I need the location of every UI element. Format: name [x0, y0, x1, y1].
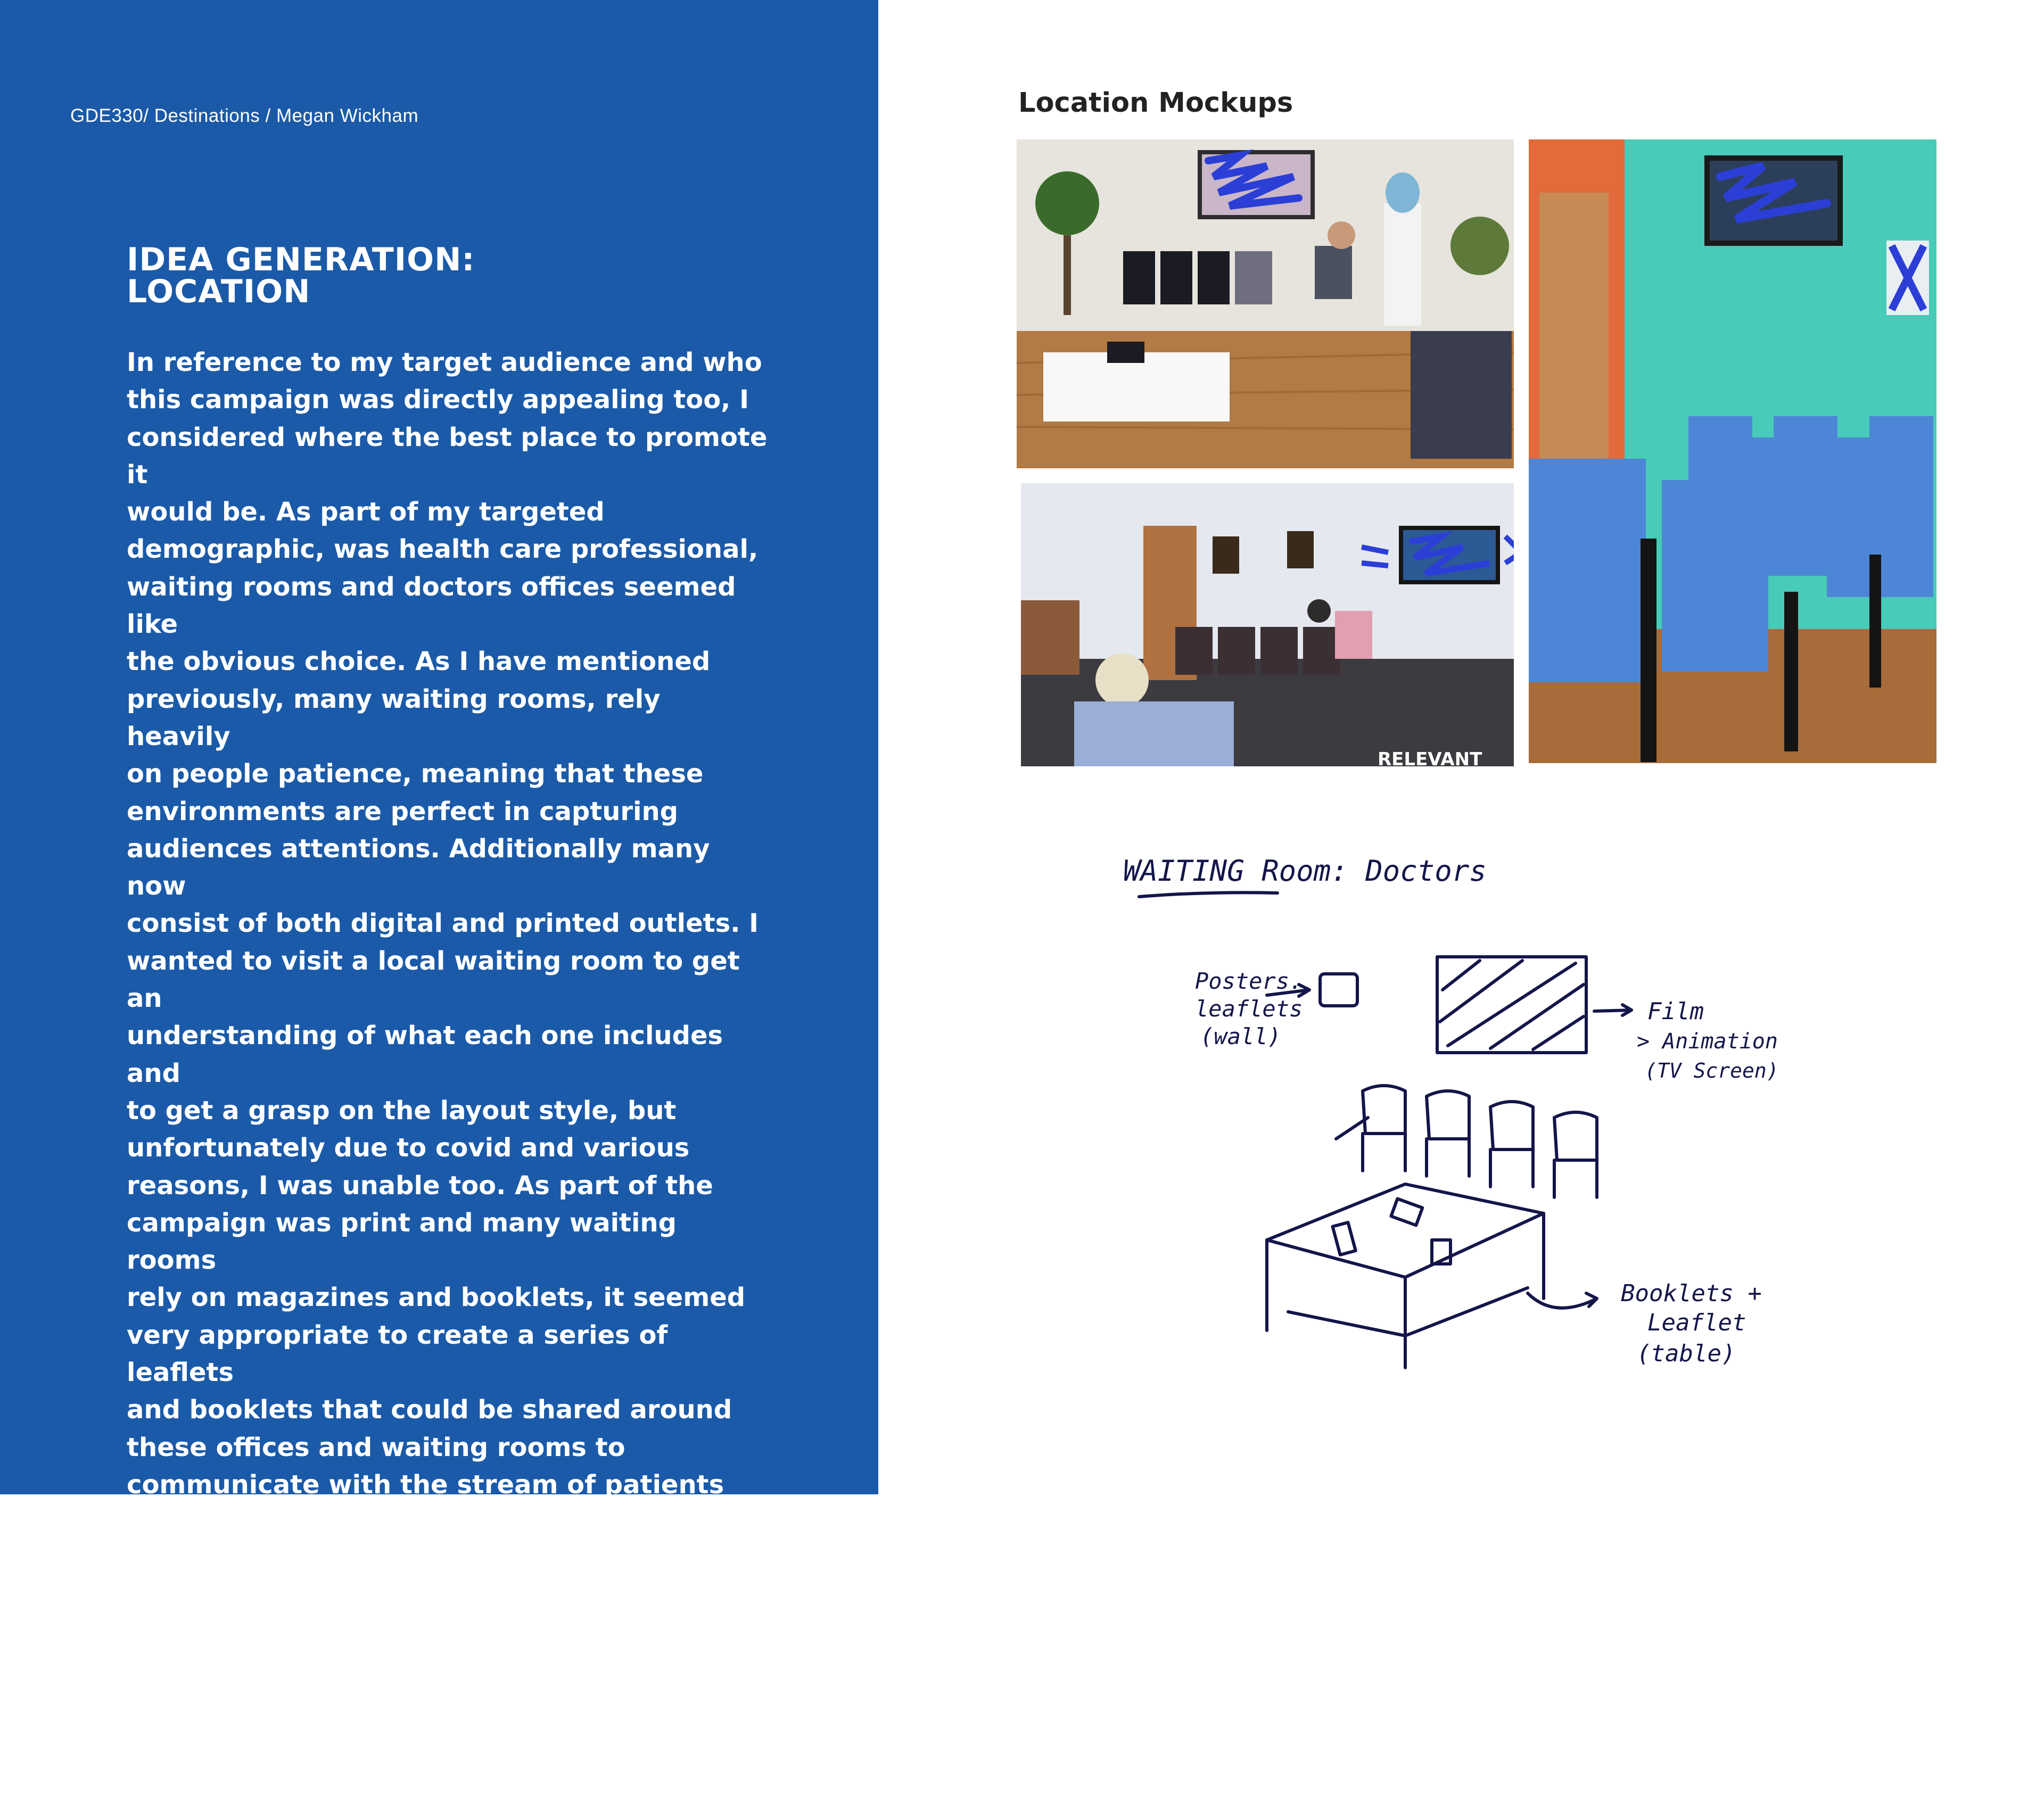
body-line: considered where the best place to promote it — [127, 422, 768, 490]
mockup-photo-teal-waiting-room — [1529, 139, 1936, 763]
waiting-room-sketch — [1065, 830, 1863, 1384]
title-underline — [1139, 892, 1278, 897]
section-title: Location Mockups — [1018, 87, 1293, 119]
leaflet-sketch — [1391, 1198, 1422, 1225]
label-booklets-line3: (table) — [1637, 1340, 1736, 1367]
body-line: and booklets that could be shared around — [127, 1395, 732, 1425]
body-line: wanted to visit a local waiting room to get an — [127, 946, 740, 1014]
heading-line-2: LOCATION — [127, 273, 311, 310]
body-line: printed outcomes — [127, 1769, 381, 1799]
label-posters-line3: (wall) — [1200, 1023, 1281, 1049]
body-paragraph — [127, 344, 771, 1803]
body-line: understanding of what each one includes and — [127, 1021, 723, 1088]
body-line: demographic, was health care professional, — [127, 534, 759, 565]
body-line: consist of both digital and printed outlets. I — [127, 908, 759, 939]
mockup-photo-waiting-room-2 — [1021, 483, 1514, 766]
label-posters-line2: leaflets — [1195, 996, 1303, 1022]
body-line: communicate with the stream of patients and — [127, 1469, 724, 1537]
photo-watermark: RELEVANT — [1378, 749, 1482, 766]
body-line: environments are perfect in capturing — [127, 796, 679, 826]
body-line: on the TVs within the offices, however, if this — [127, 1619, 715, 1687]
poster-square — [1320, 974, 1357, 1006]
body-line: the obvious choice. As I have mentioned — [127, 647, 711, 677]
body-line: reasons, I was unable too. As part of the — [127, 1170, 713, 1201]
body-line: to get a grasp on the layout style, but — [127, 1095, 677, 1126]
chairs-sketch — [1336, 1086, 1597, 1197]
sketch-title: WAITING Room: Doctors — [1123, 854, 1487, 888]
page-heading — [127, 241, 475, 310]
body-line: waiting rooms and doctors offices seemed like — [127, 572, 736, 640]
body-line: of the relevant information would be on — [127, 1731, 704, 1761]
body-line: on people patience, meaning that these — [127, 759, 704, 789]
label-booklets-line2: Leaflet — [1647, 1309, 1746, 1336]
body-line: these offices and waiting rooms to — [127, 1432, 625, 1462]
body-line: audiences attentions. Additionally many now — [127, 833, 710, 902]
body-line: would be. As part of my targeted — [127, 497, 605, 527]
heading-line-1: IDEA GENERATION: — [127, 241, 475, 278]
body-line: very appropriate to create a series of leaflets — [127, 1320, 668, 1388]
body-line: doctors. The motion graphic would be shown — [127, 1544, 674, 1612]
breadcrumb: GDE330/ Destinations / Megan Wickham — [70, 105, 419, 126]
body-line: In reference to my target audience and who — [127, 348, 762, 377]
label-film-line2: > Animation — [1637, 1029, 1778, 1054]
left-text-panel — [0, 0, 878, 1799]
body-line: rely on magazines and booklets, it seemed — [127, 1283, 746, 1313]
mockup-photo-waiting-room-1 — [1017, 139, 1514, 468]
body-line: campaign was print and many waiting rooms — [127, 1207, 677, 1276]
body-line: this campaign was directly appealing too, I — [127, 385, 749, 415]
table-sketch — [1267, 1184, 1544, 1368]
body-line: wasn’t compatible with the environment, all — [127, 1694, 767, 1724]
body-line: unfortunately due to covid and various — [127, 1133, 690, 1163]
label-booklets-line1: Booklets + — [1621, 1280, 1762, 1307]
label-film-line3: (TV Screen) — [1645, 1059, 1779, 1082]
label-posters-line1: Posters. — [1195, 968, 1303, 994]
tv-scribble — [1440, 961, 1584, 1049]
booklet-sketch — [1333, 1222, 1356, 1255]
body-line: previously, many waiting rooms, rely heavily — [127, 684, 661, 751]
label-film-line1: Film — [1647, 998, 1704, 1025]
